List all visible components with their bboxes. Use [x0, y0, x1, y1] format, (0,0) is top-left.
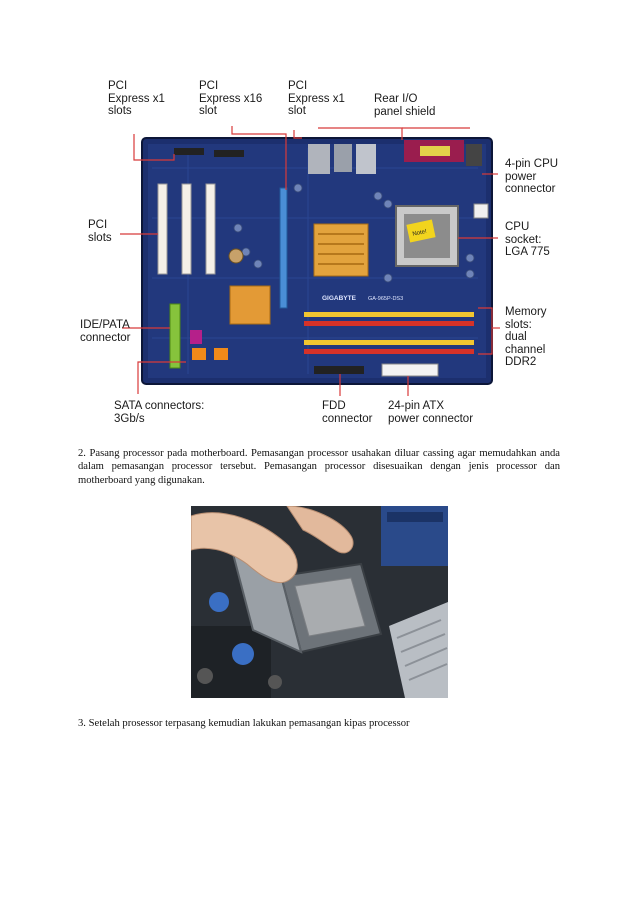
label-pci-express-x16-slot: PCI Express x16 slot [199, 80, 263, 117]
paragraph-step-3: 3. Setelah prosessor terpasang kemudian lakukan pemasangan kipas processor [78, 718, 410, 729]
motherboard-diagram [78, 78, 560, 438]
processor-install-photo [191, 506, 448, 698]
processor-install-illustration [191, 506, 448, 698]
label-pci-slots: PCI slots [88, 219, 112, 244]
board-model: GA-965P-DS3 [368, 296, 404, 302]
label-rear-io-panel-shield: Rear I/O panel shield [374, 93, 436, 118]
paragraph-step-2: 2. Pasang processor pada motherboard. Pemasangan processor usahakan diluar cassing agar memudahkan anda dalam pemasangan processor tersebut. Pemasangan processor disesuaikan dengan jenis processor dan motherboard yang digunakan. [78, 448, 560, 486]
motherboard-illustration [78, 78, 560, 438]
label-4pin-cpu-power: 4-pin CPU power connector [505, 158, 559, 195]
label-fdd-connector: FDD connector [322, 400, 373, 425]
label-ide-pata-connector: IDE/PATA connector [80, 319, 131, 344]
label-sata-connectors: SATA connectors: 3Gb/s [114, 400, 205, 425]
label-pci-express-x1-slots: PCI Express x1 slots [108, 80, 165, 117]
chip-note-text: Note! [411, 228, 428, 238]
label-pci-express-x1-slot: PCI Express x1 slot [288, 80, 345, 117]
label-memory-slots: Memory slots: dual channel DDR2 [505, 306, 547, 368]
label-cpu-socket: CPU socket: LGA 775 [505, 221, 550, 258]
label-24pin-atx-power: 24-pin ATX power connector [388, 400, 474, 425]
board-brand: GIGABYTE [322, 295, 356, 302]
